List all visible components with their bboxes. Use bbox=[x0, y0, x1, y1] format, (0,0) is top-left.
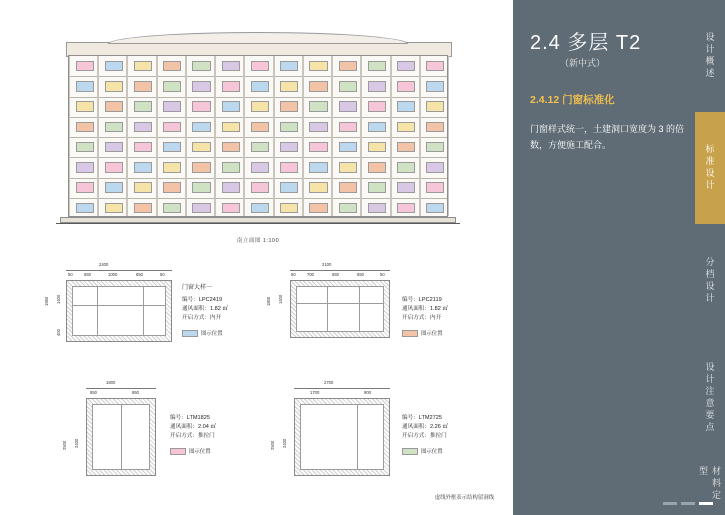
detail1-dim-p4: 50 bbox=[160, 272, 165, 277]
facade-window bbox=[76, 81, 94, 92]
facade-bay bbox=[127, 56, 156, 216]
facade-window bbox=[426, 61, 444, 72]
facade-window bbox=[339, 203, 357, 214]
detail2-dim-p0: 50 bbox=[291, 272, 296, 277]
pager-dot-2[interactable] bbox=[681, 502, 695, 505]
facade-window bbox=[251, 182, 269, 193]
detail2-dim-p1: 700 bbox=[307, 272, 314, 277]
facade-window bbox=[426, 122, 444, 133]
roof-ridge bbox=[108, 32, 408, 44]
facade-window bbox=[105, 203, 123, 214]
facade-bay bbox=[186, 56, 215, 216]
detail1-dim-left-total: 1960 bbox=[44, 296, 49, 306]
pager-dot-1[interactable] bbox=[663, 502, 677, 505]
facade-window bbox=[134, 122, 152, 133]
detail-block-4 bbox=[262, 380, 482, 490]
facade-bay bbox=[98, 56, 127, 216]
facade-window bbox=[368, 61, 386, 72]
detail3-dim-p1: 850 bbox=[132, 390, 139, 395]
facade-window bbox=[105, 182, 123, 193]
detail3-dim-left-total: 2500 bbox=[62, 440, 67, 450]
facade-window bbox=[397, 162, 415, 173]
facade-window bbox=[368, 81, 386, 92]
detail1-spec-0: 编号：LPC2419 bbox=[182, 297, 223, 303]
detail3-mullion-1 bbox=[121, 404, 122, 470]
facade-window bbox=[251, 203, 269, 214]
detail2-dim-p4: 50 bbox=[380, 272, 385, 277]
facade-window bbox=[251, 162, 269, 173]
facade-window bbox=[163, 142, 181, 153]
facade-window bbox=[251, 61, 269, 72]
tab-design-notes-label: 设计注意要点 bbox=[704, 362, 715, 434]
detail3-dim-line bbox=[86, 388, 156, 389]
facade-window bbox=[105, 122, 123, 133]
facade-bay bbox=[244, 56, 273, 216]
detail4-dim-p0: 1700 bbox=[310, 390, 320, 395]
tab-design-overview-label: 设计概述 bbox=[704, 32, 715, 80]
detail2-mullion-1 bbox=[327, 286, 328, 332]
facade-window bbox=[426, 101, 444, 112]
detail1-opening-frame bbox=[66, 280, 172, 342]
facade-window bbox=[426, 81, 444, 92]
facade-window bbox=[163, 182, 181, 193]
detail3-spec-0: 编号：LTM1825 bbox=[170, 415, 210, 421]
building-body bbox=[68, 55, 448, 217]
facade-window bbox=[192, 122, 210, 133]
facade-window bbox=[105, 61, 123, 72]
detail3-dim-total: 1800 bbox=[106, 380, 116, 385]
detail1-dim-left-p1: 400 bbox=[56, 329, 61, 336]
facade-window bbox=[397, 203, 415, 214]
facade-window bbox=[339, 101, 357, 112]
detail2-dim-total: 2100 bbox=[322, 262, 332, 267]
facade-bay bbox=[215, 56, 244, 216]
facade-bay bbox=[332, 56, 361, 216]
facade-bay bbox=[391, 56, 420, 216]
detail3-legend-label: 图示位置 bbox=[189, 449, 211, 455]
detail4-opening-frame bbox=[294, 398, 390, 476]
building-elevation bbox=[56, 30, 460, 226]
facade-window bbox=[76, 182, 94, 193]
facade-window bbox=[339, 142, 357, 153]
right-panel-content bbox=[530, 0, 690, 515]
detail2-dim-p2: 650 bbox=[332, 272, 339, 277]
detail3-spec-2: 开启方式：推拉门 bbox=[170, 433, 215, 439]
facade-window bbox=[251, 142, 269, 153]
facade-window bbox=[163, 81, 181, 92]
detail1-dim-line bbox=[66, 270, 172, 271]
page-title: 2.4 多层 T2 bbox=[530, 32, 642, 54]
facade-window bbox=[134, 162, 152, 173]
facade-window bbox=[368, 162, 386, 173]
detail4-mullion-1 bbox=[357, 404, 358, 470]
elevation-caption: 南立面图 1:100 bbox=[236, 238, 280, 244]
facade-window bbox=[309, 182, 327, 193]
detail2-dim-line bbox=[290, 270, 390, 271]
facade-window bbox=[134, 101, 152, 112]
detail2-window bbox=[296, 286, 384, 332]
detail2-legend-swatch bbox=[402, 330, 418, 337]
detail1-dim-p2: 1000 bbox=[108, 272, 118, 277]
tab-grading-design[interactable] bbox=[695, 232, 725, 330]
facade-window bbox=[397, 182, 415, 193]
detail2-opening-frame bbox=[290, 280, 390, 338]
facade-window bbox=[134, 182, 152, 193]
facade-window bbox=[192, 142, 210, 153]
facade-window bbox=[280, 142, 298, 153]
facade-window bbox=[368, 203, 386, 214]
facade-window bbox=[309, 203, 327, 214]
roof-icon bbox=[56, 30, 460, 56]
detail4-door bbox=[300, 404, 384, 470]
detail1-mullion-1 bbox=[97, 286, 98, 336]
detail1-legend bbox=[182, 329, 223, 337]
detail3-legend-swatch bbox=[170, 448, 186, 455]
detail1-spec-2: 开启方式：内开 bbox=[182, 315, 222, 321]
detail4-legend-label: 图示位置 bbox=[421, 449, 443, 455]
detail-block-3 bbox=[44, 380, 254, 490]
facade-bay bbox=[69, 56, 98, 216]
detail4-dim-left-p0: 2400 bbox=[282, 438, 287, 448]
facade-window bbox=[309, 61, 327, 72]
facade-window bbox=[251, 122, 269, 133]
detail1-transom bbox=[72, 305, 166, 306]
facade-window bbox=[222, 101, 240, 112]
facade-window bbox=[222, 162, 240, 173]
detail-block-2 bbox=[262, 262, 482, 362]
facade-window bbox=[251, 101, 269, 112]
section-heading: 2.4.12 门窗标准化 bbox=[530, 94, 615, 106]
facade-window bbox=[309, 142, 327, 153]
detail1-dim-left-p0: 1400 bbox=[56, 294, 61, 304]
facade-window bbox=[105, 81, 123, 92]
detail1-dim-p1: 650 bbox=[84, 272, 91, 277]
detail4-spec-1: 通风面积：2.26 ㎡ bbox=[402, 424, 449, 430]
detail3-dim-left-p0: 2400 bbox=[74, 438, 79, 448]
facade-window bbox=[222, 81, 240, 92]
detail4-legend-swatch bbox=[402, 448, 418, 455]
detail3-opening-frame bbox=[86, 398, 156, 476]
facade-window bbox=[192, 81, 210, 92]
detail2-mullion-2 bbox=[359, 286, 360, 332]
detail4-dim-line bbox=[294, 388, 390, 389]
facade-window bbox=[339, 182, 357, 193]
facade-window bbox=[426, 182, 444, 193]
facade-window bbox=[339, 162, 357, 173]
facade-window bbox=[397, 142, 415, 153]
facade-window bbox=[192, 182, 210, 193]
facade-window bbox=[76, 101, 94, 112]
facade-window bbox=[426, 203, 444, 214]
facade-window bbox=[397, 61, 415, 72]
ground-line bbox=[56, 223, 460, 224]
facade-window bbox=[426, 142, 444, 153]
facade-window bbox=[397, 101, 415, 112]
detail1-mullion-2 bbox=[143, 286, 144, 336]
detail2-legend-label: 图示位置 bbox=[421, 331, 443, 337]
detail4-spec-2: 开启方式：推拉门 bbox=[402, 433, 447, 439]
facade-window bbox=[76, 203, 94, 214]
facade-window bbox=[309, 162, 327, 173]
tab-design-notes[interactable] bbox=[695, 336, 725, 460]
right-panel bbox=[512, 0, 725, 515]
detail2-spec-1: 通风面积：1.82 ㎡ bbox=[402, 306, 449, 312]
facade-window bbox=[105, 101, 123, 112]
facade-window bbox=[280, 81, 298, 92]
facade-window bbox=[192, 203, 210, 214]
facade-window bbox=[397, 81, 415, 92]
pager[interactable] bbox=[663, 502, 713, 505]
section-body: 门窗样式统一，土建洞口宽度为 3 的倍数，方便施工配合。 bbox=[530, 124, 685, 150]
facade-window bbox=[280, 162, 298, 173]
facade-window bbox=[76, 162, 94, 173]
facade-window bbox=[222, 182, 240, 193]
detail4-dim-left-total: 2500 bbox=[270, 440, 275, 450]
facade-window bbox=[163, 122, 181, 133]
facade-window bbox=[105, 162, 123, 173]
facade-window bbox=[309, 81, 327, 92]
detail3-dim-p0: 850 bbox=[90, 390, 97, 395]
tab-standard-design-label: 标准设计 bbox=[704, 144, 715, 192]
facade-window bbox=[163, 61, 181, 72]
pager-dot-3[interactable] bbox=[699, 502, 713, 505]
detail4-dim-p1: 900 bbox=[364, 390, 371, 395]
facade-window bbox=[339, 61, 357, 72]
detail4-spec-0: 编号：LTM2725 bbox=[402, 415, 442, 421]
detail1-spec-1: 通风面积：1.82 ㎡ bbox=[182, 306, 229, 312]
facade-window bbox=[368, 101, 386, 112]
facade-window bbox=[134, 61, 152, 72]
facade-window bbox=[163, 101, 181, 112]
detail1-window bbox=[72, 286, 166, 336]
facade-window bbox=[280, 61, 298, 72]
detail2-transom bbox=[296, 303, 384, 304]
detail1-dim-p3: 650 bbox=[136, 272, 143, 277]
facade-window bbox=[105, 142, 123, 153]
detail1-dim-total: 2400 bbox=[99, 262, 109, 267]
detail1-dim-p0: 50 bbox=[68, 272, 73, 277]
detail2-dim-left-total: 1800 bbox=[266, 296, 271, 306]
detail4-legend bbox=[402, 447, 443, 455]
tab-material-spec-label: 材料定型 bbox=[698, 466, 721, 502]
facade-window bbox=[280, 203, 298, 214]
facade-window bbox=[251, 81, 269, 92]
facade-window bbox=[339, 122, 357, 133]
facade-window bbox=[339, 81, 357, 92]
panel-divider bbox=[512, 0, 513, 515]
facade-window bbox=[134, 203, 152, 214]
facade-bay bbox=[361, 56, 390, 216]
facade-window bbox=[134, 81, 152, 92]
facade-bay bbox=[157, 56, 186, 216]
facade-window bbox=[426, 162, 444, 173]
facade-bay bbox=[420, 56, 449, 216]
elevation-drawing bbox=[38, 22, 478, 244]
facade-window bbox=[368, 142, 386, 153]
facade-window bbox=[280, 182, 298, 193]
detail4-dim-total: 2700 bbox=[324, 380, 334, 385]
detail1-legend-label: 图示位置 bbox=[201, 331, 223, 337]
tab-standard-design[interactable] bbox=[695, 112, 725, 224]
facade-window bbox=[280, 101, 298, 112]
facade-window bbox=[222, 122, 240, 133]
detail-block-1 bbox=[44, 262, 254, 362]
detail2-legend bbox=[402, 329, 443, 337]
facade-window bbox=[222, 142, 240, 153]
detail2-spec-2: 开启方式：内开 bbox=[402, 315, 442, 321]
detail3-legend bbox=[170, 447, 211, 455]
side-tab-list bbox=[695, 0, 725, 515]
facade-window bbox=[163, 203, 181, 214]
detail1-title: 门窗大样一 bbox=[182, 285, 213, 291]
facade-window bbox=[76, 122, 94, 133]
facade-window bbox=[76, 61, 94, 72]
facade-window bbox=[309, 122, 327, 133]
detail2-dim-left-p0: 1400 bbox=[278, 294, 283, 304]
detail2-spec-0: 编号：LPC2119 bbox=[402, 297, 442, 303]
facade-window bbox=[192, 162, 210, 173]
detail3-spec-1: 通风面积：2.04 ㎡ bbox=[170, 424, 217, 430]
facade-window bbox=[222, 203, 240, 214]
facade-window bbox=[222, 61, 240, 72]
facade-window bbox=[309, 101, 327, 112]
facade-window bbox=[163, 162, 181, 173]
facade-window bbox=[397, 122, 415, 133]
facade-window bbox=[368, 182, 386, 193]
facade-bay bbox=[274, 56, 303, 216]
facade-window bbox=[76, 142, 94, 153]
footnote: 虚线外框表示结构留洞线 bbox=[434, 495, 494, 501]
tab-design-overview[interactable] bbox=[695, 6, 725, 106]
facade-window bbox=[192, 101, 210, 112]
page-subtitle: （新中式） bbox=[560, 58, 606, 68]
detail2-dim-p3: 650 bbox=[357, 272, 364, 277]
detail1-legend-swatch bbox=[182, 330, 198, 337]
facade-window bbox=[192, 61, 210, 72]
facade-window bbox=[280, 122, 298, 133]
facade-window bbox=[368, 122, 386, 133]
facade-window bbox=[134, 142, 152, 153]
tab-grading-design-label: 分档设计 bbox=[704, 257, 715, 305]
facade-bay bbox=[303, 56, 332, 216]
